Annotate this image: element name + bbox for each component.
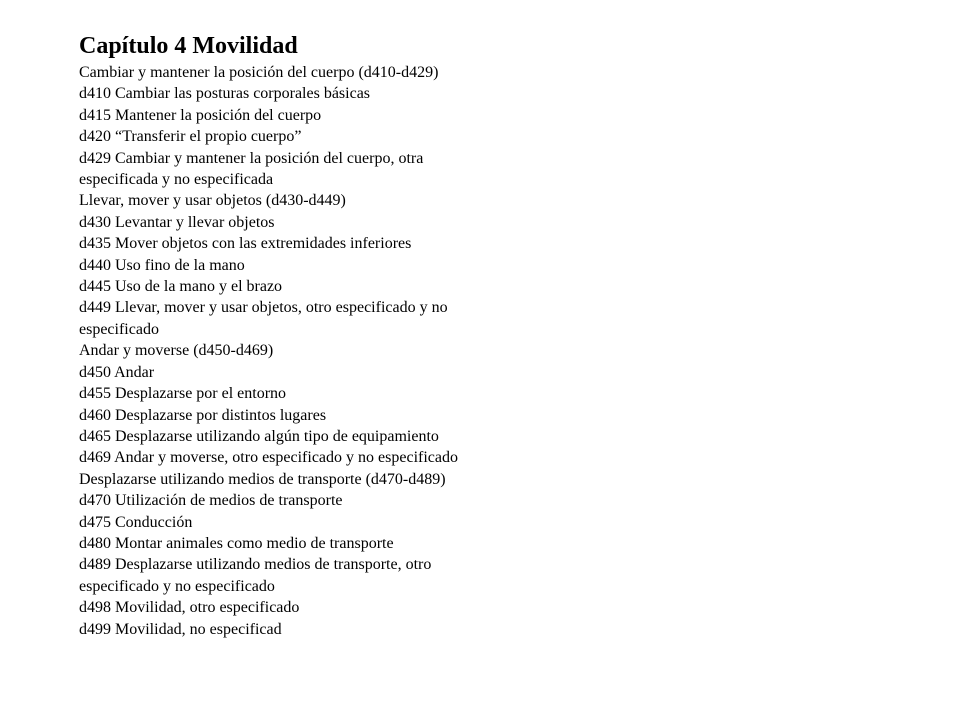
- list-item: d480 Montar animales como medio de transporte: [79, 534, 394, 552]
- list-item: d455 Desplazarse por el entorno: [79, 385, 287, 403]
- list-item: Cambiar y mantener la posición del cuerpo (d410-d429): [79, 64, 439, 81]
- list-item: d420 “Transferir el propio cuerpo”: [79, 128, 302, 146]
- list-item: d498 Movilidad, otro especificado: [79, 599, 300, 617]
- list-item: d450 Andar: [79, 363, 155, 381]
- list-item: d429 Cambiar y mantener la posición del cuerpo, otra: [79, 149, 424, 167]
- list-item: d449 Llevar, mover y usar objetos, otro especificado y no: [79, 299, 448, 317]
- list-item: d460 Desplazarse por distintos lugares: [79, 406, 327, 424]
- page-title: Capítulo 4 Movilidad: [79, 33, 298, 59]
- list-item: d430 Levantar y llevar objetos: [79, 213, 275, 231]
- list-item: d410 Cambiar las posturas corporales básicas: [79, 85, 371, 103]
- list-item: especificada y no especificada: [79, 171, 274, 189]
- list-item: d440 Uso fino de la mano: [79, 256, 245, 274]
- list-item: Llevar, mover y usar objetos (d430-d449): [79, 192, 346, 210]
- list-item: Desplazarse utilizando medios de transporte (d470-d489): [79, 470, 446, 488]
- list-item: d470 Utilización de medios de transporte: [79, 492, 343, 510]
- slide-content: [79, 32, 579, 640]
- list-item: d499 Movilidad, no especificad: [79, 620, 282, 638]
- list-item: d435 Mover objetos con las extremidades inferiores: [79, 235, 412, 253]
- list-item: d469 Andar y moverse, otro especificado y no especificado: [79, 449, 458, 467]
- list-item: d465 Desplazarse utilizando algún tipo de equipamiento: [79, 427, 439, 445]
- list-item: d445 Uso de la mano y el brazo: [79, 278, 283, 296]
- code-list: [79, 62, 579, 640]
- list-item: Andar y moverse (d450-d469): [79, 342, 274, 360]
- list-item: especificado: [79, 320, 159, 338]
- list-item: especificado y no especificado: [79, 577, 275, 595]
- list-item: d489 Desplazarse utilizando medios de transporte, otro: [79, 556, 432, 574]
- list-item: d415 Mantener la posición del cuerpo: [79, 106, 322, 124]
- list-item: d475 Conducción: [79, 513, 193, 531]
